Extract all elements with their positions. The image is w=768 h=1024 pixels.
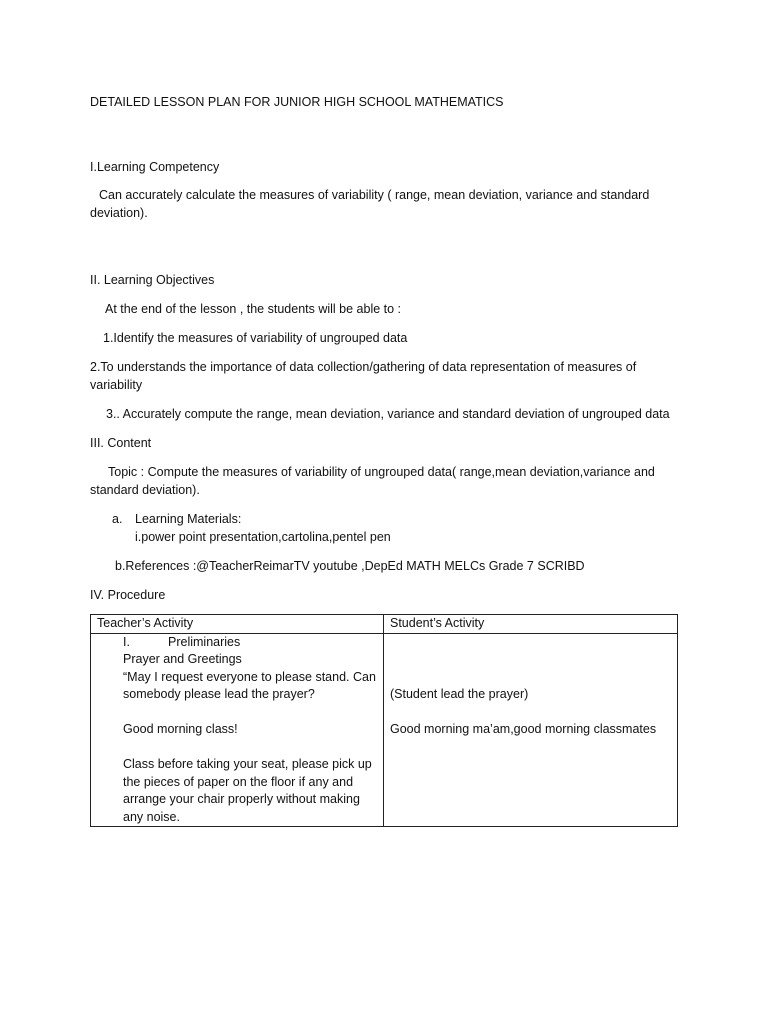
lesson-plan-page	[90, 93, 680, 827]
topic-text: Topic : Compute the measures of variability of ungrouped data( range,mean deviation,variance and standard deviation).	[90, 465, 655, 497]
objective-3: 3.. Accurately compute the range, mean deviation, variance and standard deviation of ungrouped data	[106, 407, 670, 421]
preliminaries-heading	[123, 634, 377, 652]
content-heading: III. Content	[90, 436, 152, 450]
objectives-heading: II. Learning Objectives	[90, 273, 215, 287]
header-teacher-activity: Teacher’s Activity	[91, 615, 384, 634]
student-greeting-response: Good morning ma’am,good morning classmates	[390, 722, 657, 736]
references-text: b.References :@TeacherReimarTV youtube ,DepEd MATH MELCs Grade 7 SCRIBD	[115, 559, 585, 573]
student-prayer-response: (Student lead the prayer)	[390, 687, 529, 701]
student-activity-cell	[384, 633, 678, 827]
materials-label: Learning Materials:	[135, 512, 242, 526]
teacher-activity-cell	[91, 633, 384, 827]
procedure-heading: IV. Procedure	[90, 588, 166, 602]
roman-numeral: I.	[123, 634, 130, 649]
document-title: DETAILED LESSON PLAN FOR JUNIOR HIGH SCHOOL MATHEMATICS	[90, 95, 504, 109]
table-row	[91, 633, 678, 827]
header-student-activity: Student’s Activity	[384, 615, 678, 634]
objective-2: 2.To understands the importance of data collection/gathering of data representation of measures of variability	[90, 360, 637, 392]
competency-heading: I.Learning Competency	[90, 160, 220, 174]
teacher-prayer-request: “May I request everyone to please stand. Can somebody please lead the prayer?	[123, 669, 376, 701]
teacher-instruction: Class before taking your seat, please pick up the pieces of paper on the floor if any and arrange your chair properly without making any noise.	[123, 757, 372, 824]
materials-list: i.power point presentation,cartolina,pentel pen	[135, 530, 391, 544]
procedure-table	[90, 614, 678, 827]
materials-letter: a.	[112, 512, 123, 526]
teacher-greeting: Good morning class!	[123, 722, 238, 736]
objective-1: 1.Identify the measures of variability of ungrouped data	[103, 331, 408, 345]
competency-text: Can accurately calculate the measures of variability ( range, mean deviation, variance and standard deviation).	[90, 188, 650, 220]
table-header-row	[91, 615, 678, 634]
prayer-greetings-label: Prayer and Greetings	[123, 652, 242, 666]
materials-row	[90, 510, 680, 528]
objectives-intro: At the end of the lesson , the students will be able to :	[105, 302, 402, 316]
preliminaries-label: Preliminaries	[168, 634, 241, 649]
